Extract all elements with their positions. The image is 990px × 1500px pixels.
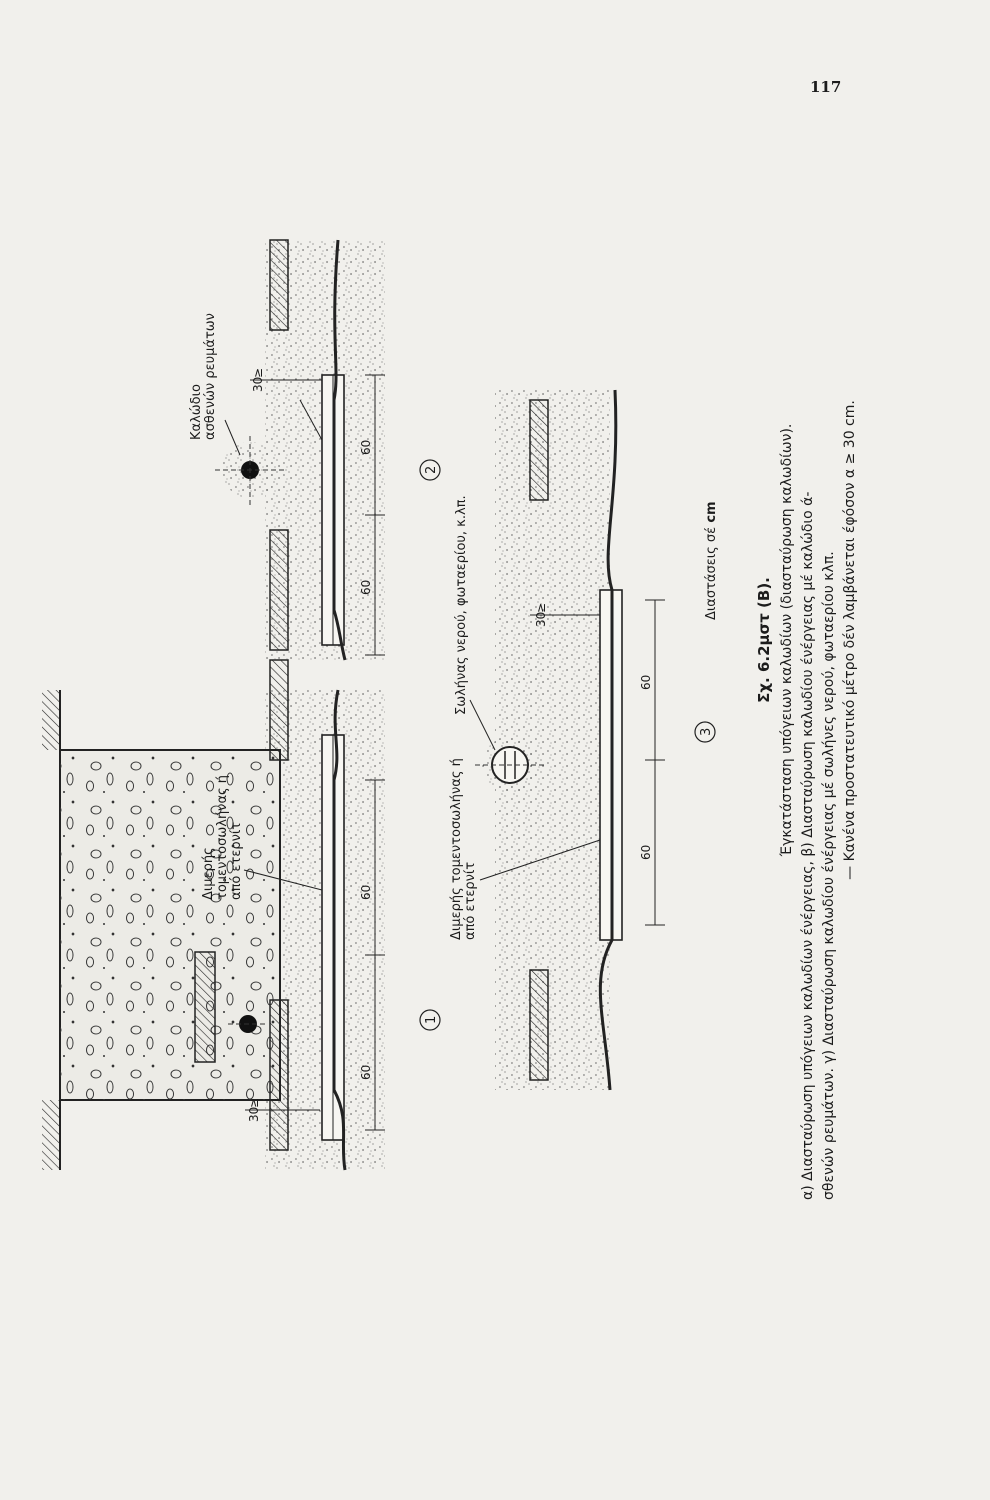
concrete-pebbles: [60, 750, 280, 1100]
caption-line-2: α) Διασταύρωση υπόγειων καλωδίων ένέργειας, β) Διασταύρωση καλωδίου ένέργειας μέ καλώδιο ά-: [800, 491, 816, 1200]
bipartite-label-1b: τομεντοσωλήνας ή: [215, 774, 230, 900]
svg-text:1: 1: [424, 1015, 439, 1024]
dimensions-note: Διαστάσεις σέ cm: [704, 501, 719, 620]
dim-60-e: 60: [639, 844, 653, 860]
dim-a-2: 30: [251, 376, 265, 392]
svg-text:2: 2: [424, 465, 439, 474]
caption-line-3: σθενών ρευμάτων. γ) Διασταύρωση καλωδίου ένέργειας μέ σωλήνες νερού, φωταερίου κλπ.: [821, 551, 837, 1200]
dim-a-1: 30: [247, 1106, 261, 1122]
page-number: 117: [810, 78, 842, 96]
dim-a-3: 30: [534, 611, 548, 627]
dim-60-f: 60: [639, 674, 653, 690]
bipartite-label-3b: από ετερνίτ: [463, 861, 478, 940]
dim-60-a: 60: [359, 1064, 373, 1080]
caption-title: Σχ. 6.2μστ (Β).: [755, 577, 773, 703]
section-2: [189, 240, 440, 660]
figure-caption: [755, 80, 861, 1200]
weak-cable-label-b: ασθενών ρευμάτων: [203, 313, 218, 440]
water-pipe-label: Σωλήνας νερού, φωταερίου, κ.λπ.: [454, 495, 469, 715]
svg-text:≥: ≥: [251, 367, 265, 378]
dim-60-d: 60: [359, 439, 373, 455]
weak-cable-label-a: Καλώδιο: [189, 384, 204, 440]
dim-60-c: 60: [359, 579, 373, 595]
section-3: [449, 390, 719, 1090]
svg-text:3: 3: [699, 727, 714, 736]
caption-line-1: Έγκατάσταση υπόγειων καλωδίων (διασταύρωση καλωδίων).: [779, 423, 795, 857]
bipartite-label-1a: Διμερής: [201, 847, 216, 900]
section-1: [42, 660, 440, 1170]
wall-hatch-left: [42, 1100, 60, 1170]
caption-line-4: — Κανένα προστατευτικό μέτρο δέν λαμβάνεται έφόσον α ≥ 30 cm.: [842, 400, 858, 880]
dim-60-b: 60: [359, 884, 373, 900]
svg-text:≥: ≥: [534, 602, 548, 613]
bipartite-label-3a: Διμερής τομεντοσωλήνας ή: [449, 758, 464, 940]
bipartite-label-1c: από ετερνίτ: [229, 821, 244, 900]
wall-hatch-right: [42, 690, 60, 750]
svg-text:≥: ≥: [247, 1097, 261, 1108]
protection-slab: [195, 952, 215, 1062]
